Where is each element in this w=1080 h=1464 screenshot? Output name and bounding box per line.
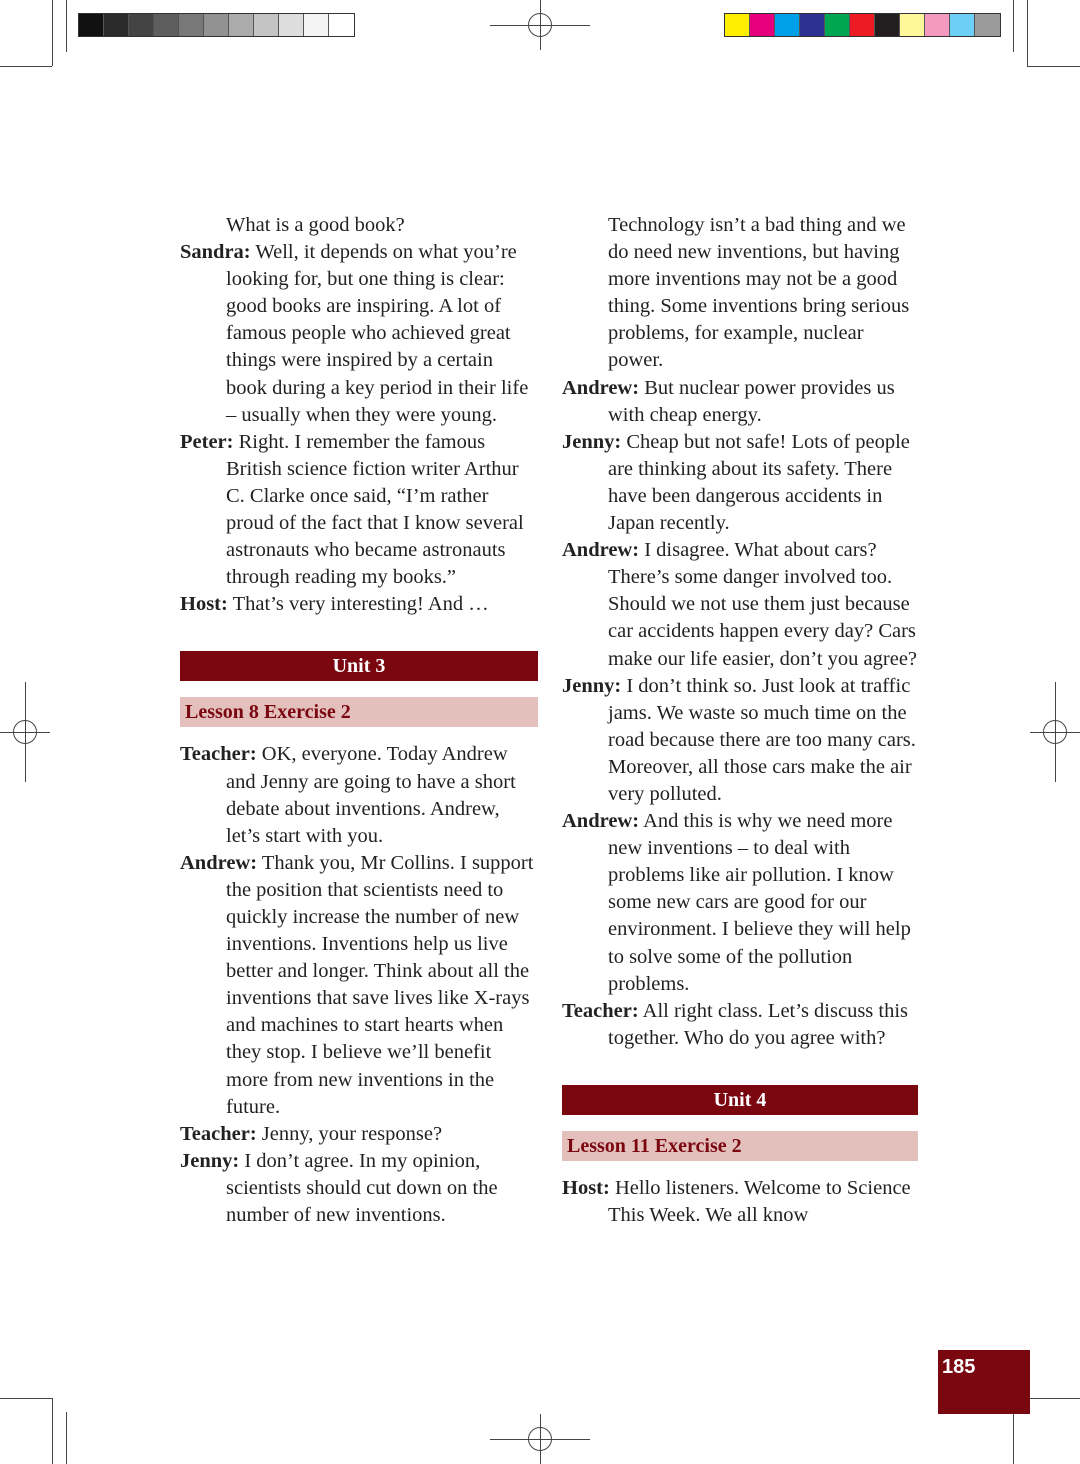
color-swatch	[725, 14, 750, 36]
speaker-name: Jenny:	[562, 674, 622, 697]
crop-mark	[1027, 0, 1028, 66]
speaker-name: Sandra:	[180, 241, 251, 264]
gray-swatch	[304, 14, 329, 36]
gray-swatch	[279, 14, 304, 36]
color-swatch	[750, 14, 775, 36]
crop-mark	[1013, 1412, 1014, 1464]
dialogue-line	[180, 1121, 538, 1148]
dialogue-line	[180, 591, 538, 618]
lesson-heading: Lesson 8 Exercise 2	[180, 697, 538, 727]
color-calibration-bar	[724, 13, 1001, 37]
left-column	[180, 212, 538, 1229]
dialogue-text: Right. I remember the famous British science fiction writer Arthur C. Clarke once said, “I’m rather proud of the fact that I know several astronauts who became astronauts through reading my books.”	[226, 430, 524, 589]
dialogue-text: Cheap but not safe! Lots of people are thinking about its safety. There have been dangerous accidents in Japan recently.	[608, 430, 910, 535]
dialogue-line	[562, 212, 918, 375]
dialogue-text: All right class. Let’s discuss this together. Who do you agree with?	[608, 999, 909, 1049]
dialogue-text: But nuclear power provides us with cheap energy.	[608, 376, 895, 426]
gray-swatch	[79, 14, 104, 36]
speaker-name: Peter:	[180, 430, 234, 453]
gray-swatch	[154, 14, 179, 36]
dialogue-line	[180, 239, 538, 429]
speaker-name: Teacher:	[180, 743, 257, 766]
dialogue-text: I disagree. What about cars? There’s some danger involved too. Should we not use them just because car accidents happen every day? Cars make our life easier, don’t you agree?	[608, 539, 918, 670]
page-number: 185	[942, 1356, 976, 1378]
speaker-name: Host:	[180, 593, 228, 616]
gray-swatch	[204, 14, 229, 36]
gray-swatch	[329, 14, 354, 36]
crop-mark	[1027, 66, 1080, 67]
dialogue-text: Technology isn’t a bad thing and we do need new inventions, but having more inventions may not be a good thing. Some inventions bring serious problems, for example, nuclear power.	[608, 214, 910, 372]
dialogue-text: OK, everyone. Today Andrew and Jenny are going to have a short debate about inventions. Andrew, let’s start with you.	[226, 743, 516, 847]
dialogue-text: Well, it depends on what you’re looking for, but one thing is clear: good books are inspiring. A lot of famous people who achieved great things were inspired by a certain book during a key period in their life – usually when they were young.	[226, 241, 529, 426]
crop-mark	[52, 1398, 53, 1464]
dialogue-line	[562, 998, 918, 1052]
dialogue-line	[180, 850, 538, 1121]
dialogue-line	[562, 537, 918, 672]
speaker-name: Host:	[562, 1176, 610, 1199]
lesson-heading: Lesson 11 Exercise 2	[562, 1131, 918, 1161]
unit-heading: Unit 4	[562, 1085, 918, 1115]
dialogue-line	[180, 1148, 538, 1229]
dialogue-line	[180, 212, 538, 239]
dialogue-text: And this is why we need more new inventions – to deal with problems like air pollution. I know some new cars are good for our environment. I believe they will help to solve some of the pollution problems.	[608, 810, 911, 995]
color-swatch	[975, 14, 1000, 36]
gray-swatch	[254, 14, 279, 36]
crop-mark	[66, 0, 67, 52]
dialogue-text: What is a good book?	[226, 214, 405, 236]
gray-swatch	[104, 14, 129, 36]
speaker-name: Teacher:	[180, 1122, 257, 1145]
dialogue-text: Thank you, Mr Collins. I support the position that scientists need to quickly increase the number of new inventions. Inventions help us live better and longer. Think about all the inventions that save lives like X-rays and machines to start hearts when they stop. I believe we’ll benefit more from new inventions in the future.	[226, 851, 534, 1118]
page-number-box	[938, 1350, 1030, 1414]
speaker-name: Andrew:	[562, 376, 640, 399]
speaker-name: Andrew:	[180, 851, 258, 874]
speaker-name: Jenny:	[180, 1149, 240, 1172]
registration-target-icon	[528, 1427, 552, 1451]
gray-swatch	[229, 14, 254, 36]
registration-target-icon	[1043, 720, 1067, 744]
color-swatch	[850, 14, 875, 36]
crop-mark	[0, 66, 52, 67]
dialogue-line	[562, 673, 918, 808]
color-swatch	[950, 14, 975, 36]
speaker-name: Andrew:	[562, 539, 640, 562]
dialogue-line	[562, 808, 918, 998]
color-swatch	[800, 14, 825, 36]
dialogue-text: I don’t think so. Just look at traffic jams. We waste so much time on the road because there are too many cars. Moreover, all those cars make the air very polluted.	[608, 674, 916, 805]
color-swatch	[900, 14, 925, 36]
gray-swatch	[179, 14, 204, 36]
dialogue-text: I don’t agree. In my opinion, scientists should cut down on the number of new inventions.	[226, 1149, 498, 1226]
crop-mark	[1027, 1398, 1080, 1399]
speaker-name: Jenny:	[562, 430, 622, 453]
registration-target-icon	[13, 720, 37, 744]
dialogue-text: That’s very interesting! And …	[232, 593, 489, 616]
dialogue-line	[180, 741, 538, 849]
dialogue-text: Hello listeners. Welcome to Science This Week. We all know	[608, 1176, 911, 1226]
color-swatch	[875, 14, 900, 36]
speaker-name: Teacher:	[562, 999, 639, 1022]
dialogue-line	[562, 1175, 918, 1229]
unit-heading: Unit 3	[180, 651, 538, 681]
color-swatch	[825, 14, 850, 36]
dialogue-line	[562, 429, 918, 537]
color-swatch	[925, 14, 950, 36]
dialogue-line	[180, 429, 538, 592]
crop-mark	[0, 1398, 52, 1399]
right-column	[562, 212, 918, 1229]
crop-mark	[52, 0, 53, 66]
registration-target-icon	[528, 13, 552, 37]
speaker-name: Andrew:	[562, 810, 640, 833]
crop-mark	[66, 1412, 67, 1464]
color-swatch	[775, 14, 800, 36]
crop-mark	[1013, 0, 1014, 52]
gray-swatch	[129, 14, 154, 36]
dialogue-text: Jenny, your response?	[261, 1122, 443, 1145]
dialogue-line	[562, 375, 918, 429]
grayscale-calibration-bar	[78, 13, 355, 37]
